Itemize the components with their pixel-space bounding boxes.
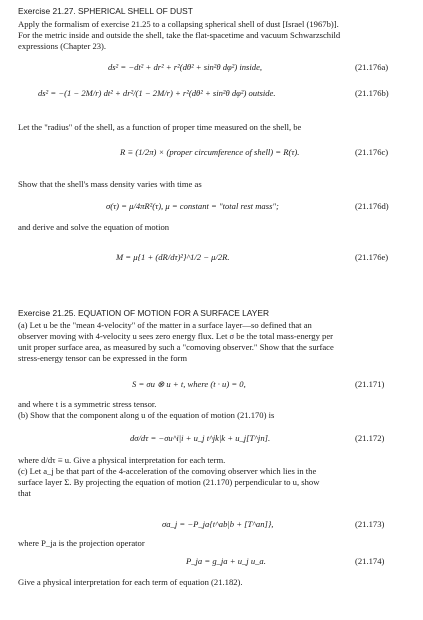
exercise-21-25-title: Exercise 21.25. EQUATION OF MOTION FOR A SURFACE LAYER (18, 308, 269, 318)
ex2-para1-line1: (a) Let u be the "mean 4-velocity" of the matter in a surface layer—so defined that an (18, 320, 312, 330)
equation-21-176c: R ≡ (1/2π) × (proper circumference of shell) = R(τ). (120, 147, 300, 157)
ex2-para4: where P_ja is the projection operator (18, 538, 145, 548)
ex2-para3-line4: that (18, 488, 31, 498)
ex2-para2-line1: and where t is a symmetric stress tensor. (18, 399, 157, 409)
ex2-para3-line2: (c) Let a_j be that part of the 4-acceleration of the comoving observer which lies in the (18, 466, 317, 476)
ex2-para5: Give a physical interpretation for each term of equation (21.182). (18, 577, 243, 587)
equation-number-21-173: (21.173) (355, 519, 385, 529)
ex1-para1-line3: expressions (Chapter 23). (18, 41, 107, 51)
equation-number-21-176a: (21.176a) (355, 62, 389, 72)
equation-21-176b: ds² = −(1 − 2M/r) dt² + dr²/(1 − 2M/r) + r²(dθ² + sin²θ dφ²) outside. (38, 88, 276, 98)
equation-21-176a: ds² = −dt² + dr² + r²(dθ² + sin²θ dφ²) inside, (108, 62, 263, 72)
ex1-para3: Show that the shell's mass density varies with time as (18, 179, 202, 189)
equation-21-173: σa_j = −P_ja{t^ab|b + [T^an]}, (162, 519, 274, 529)
ex1-para1-line2: For the metric inside and outside the shell, take the flat-spacetime and vacuum Schwarzschild (18, 30, 341, 40)
equation-number-21-176e: (21.176e) (355, 252, 389, 262)
ex2-para3-line1: where d/dτ ≡ u. Give a physical interpretation for each term. (18, 455, 226, 465)
ex2-para1-line2: observer moving with 4-velocity u sees zero energy flux. Let σ be the total mass-energy per (18, 331, 334, 341)
equation-number-21-176b: (21.176b) (355, 88, 389, 98)
ex1-para4: and derive and solve the equation of motion (18, 222, 170, 232)
equation-number-21-174: (21.174) (355, 556, 385, 566)
ex1-para1-line1: Apply the formalism of exercise 21.25 to a collapsing spherical shell of dust [Israel (1967b)]. (18, 19, 339, 29)
ex1-para2: Let the "radius" of the shell, as a function of proper time measured on the shell, be (18, 122, 302, 132)
ex2-para2-line2: (b) Show that the component along u of the equation of motion (21.170) is (18, 410, 275, 420)
equation-21-176e: M = μ{1 + (dR/dτ)²}^1/2 − μ/2R. (116, 252, 230, 262)
equation-number-21-171: (21.171) (355, 379, 385, 389)
equation-number-21-172: (21.172) (355, 433, 385, 443)
equation-21-171: S = σu ⊗ u + t, where (t · u) = 0, (132, 379, 246, 389)
ex2-para1-line4: stress-energy tensor can be expressed in the form (18, 353, 188, 363)
exercise-21-27-title: Exercise 21.27. SPHERICAL SHELL OF DUST (18, 6, 193, 16)
equation-21-172: dσ/dτ = −σu^i|i + u_j t^jk|k + u_j[T^jn]. (130, 433, 271, 443)
ex2-para1-line3: unit proper surface area, as measured by such a "comoving observer." Show that the surface (18, 342, 334, 352)
equation-number-21-176c: (21.176c) (355, 147, 389, 157)
equation-21-176d: σ(τ) = μ/4πR²(τ), μ = constant = "total rest mass"; (106, 201, 279, 211)
equation-number-21-176d: (21.176d) (355, 201, 389, 211)
equation-21-174: P_ja = g_ja + u_j u_a. (186, 556, 266, 566)
ex2-para3-line3: surface layer Σ. By projecting the equation of motion (21.170) perpendicular to u, show (18, 477, 320, 487)
